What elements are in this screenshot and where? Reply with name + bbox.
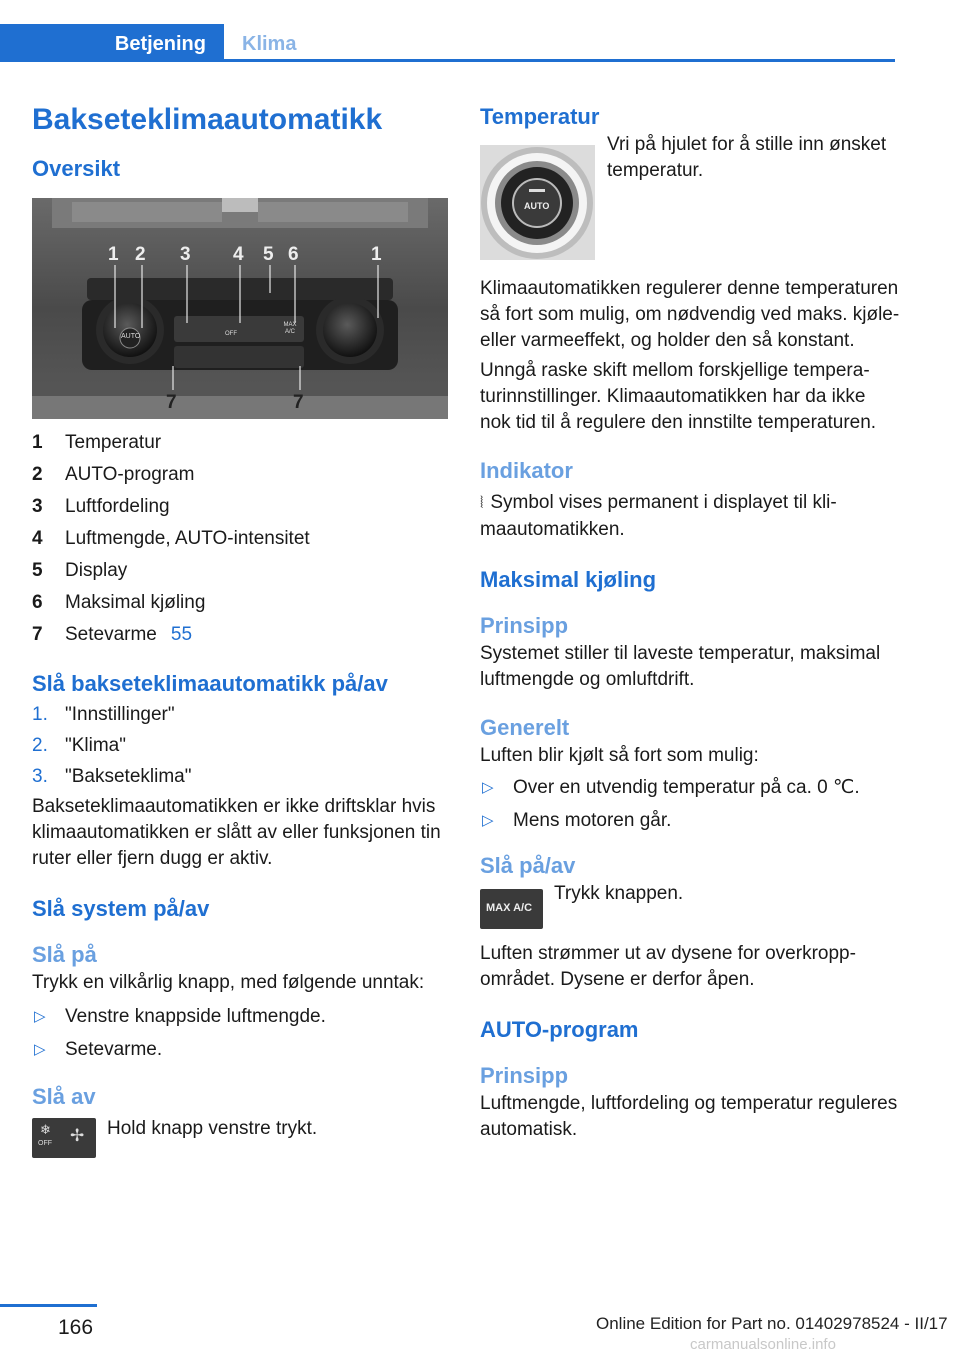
step-text: "Innstillinger" xyxy=(65,704,175,725)
legend-label: Luftmengde, AUTO-intensitet xyxy=(65,528,310,549)
on-bullets xyxy=(32,1000,448,1066)
page-reference-link[interactable]: 55 xyxy=(170,624,193,645)
onoff-heading: Slå på/av xyxy=(480,853,576,878)
off-heading: Slå av xyxy=(32,1084,96,1109)
triangle-bullet-icon: ▷ xyxy=(482,779,494,796)
legend-item xyxy=(32,619,448,651)
legend-label: Display xyxy=(65,560,128,581)
photo-auto-label: AUTO xyxy=(121,333,141,340)
temperature-knob-image xyxy=(480,145,595,260)
bullet-text: Mens motoren går. xyxy=(513,810,672,831)
page-title: Bakseteklimaautomatikk xyxy=(32,103,383,136)
general-text: Luften blir kjølt så fort som mulig: xyxy=(480,745,759,766)
callout-3: 3 xyxy=(180,244,191,265)
temperature-instruction xyxy=(480,132,900,256)
photo-off-label: OFF xyxy=(225,331,237,337)
triangle-bullet-icon: ▷ xyxy=(34,1008,46,1025)
bullet-item xyxy=(480,804,900,837)
toggle-note: Bakseteklimaautomatikken er ikke driftsklar hvis klimaautomatikken er slått av eller funksjonen tin ruter eller fjern dugg er aktiv. xyxy=(32,796,441,869)
temperature-heading: Temperatur xyxy=(480,104,600,129)
legend-label: Luftfordeling xyxy=(65,496,170,517)
bullet-item xyxy=(480,771,900,804)
legend-num: 3 xyxy=(32,496,43,517)
off-text: Hold knapp venstre trykt. xyxy=(107,1118,318,1139)
max-cooling-heading: Maksimal kjøling xyxy=(480,567,657,592)
principle-heading: Prinsipp xyxy=(480,613,569,638)
onoff-icon-text: Trykk knappen. xyxy=(554,883,684,904)
legend-item xyxy=(32,491,448,523)
bullet-item xyxy=(32,1000,448,1033)
general-heading: Generelt xyxy=(480,715,570,740)
toggle-heading: Slå bakseteklimaautomatikk på/av xyxy=(32,671,388,696)
indicator-text-body: Symbol vises permanent i displayet til klimaautomatikken. xyxy=(480,492,837,540)
page-number: 166 xyxy=(58,1316,94,1339)
edition-note: Online Edition for Part no. 01402978524 - II/17 xyxy=(596,1314,948,1333)
step-item xyxy=(32,699,448,730)
step-num: 1. xyxy=(32,704,48,725)
legend-item xyxy=(32,523,448,555)
off-label: OFF xyxy=(38,1140,52,1147)
temperature-icon-text: Vri på hjulet for å stille inn ønsket temperatur. xyxy=(607,134,887,181)
fan-icon: ✢ xyxy=(70,1126,85,1145)
left-column xyxy=(32,100,448,1168)
step-item xyxy=(32,761,448,792)
step-num: 3. xyxy=(32,766,48,787)
tab-klima[interactable]: Klima xyxy=(242,33,297,55)
triangle-bullet-icon: ▷ xyxy=(34,1041,46,1058)
legend-num: 2 xyxy=(32,464,43,485)
indicator-heading: Indikator xyxy=(480,458,573,483)
triangle-bullet-icon: ▷ xyxy=(482,812,494,829)
principle-text: Systemet stiller til laveste temperatur, maksimal luftmengde og omluftdrift. xyxy=(480,643,881,690)
legend-num: 7 xyxy=(32,624,43,645)
legend-label: Temperatur xyxy=(65,432,162,453)
callout-2: 2 xyxy=(135,244,146,265)
bullet-text: Venstre knappside luftmengde. xyxy=(65,1006,326,1027)
temperature-para-1: Klimaautomatikken regulerer denne temperaturen så fort som mulig, om nødvendig ved maks. kjøle- eller varmeeffekt, og holder den så konstant. xyxy=(480,278,900,351)
fan-off-button-image xyxy=(32,1118,96,1158)
onoff-para: Luften strømmer ut av dysene for overkroppområdet. Dysene er derfor åpen. xyxy=(480,943,856,990)
photo-maxac-label: MAX A/C xyxy=(283,322,297,335)
callout-7b: 7 xyxy=(293,392,304,413)
bullet-text: Setevarme. xyxy=(65,1039,163,1060)
on-heading: Slå på xyxy=(32,942,97,967)
right-column xyxy=(480,100,900,1143)
chapter-header xyxy=(0,24,895,62)
callout-5: 5 xyxy=(263,244,274,265)
legend-num: 5 xyxy=(32,560,43,581)
step-num: 2. xyxy=(32,735,48,756)
legend-label: AUTO-program xyxy=(65,464,195,485)
onoff-instruction xyxy=(480,883,900,935)
legend-item xyxy=(32,555,448,587)
heat-wave-icon: ⦚ xyxy=(480,495,483,512)
off-instruction xyxy=(32,1118,448,1168)
max-ac-button-image xyxy=(480,889,543,929)
temperature-para-2: Unngå raske skift mellom forskjellige temperaturinnstillinger. Klimaautomatikken har da ikke nok tid til å regulere den innstilte temperaturen. xyxy=(480,360,877,433)
step-item xyxy=(32,730,448,761)
callout-1b: 1 xyxy=(371,244,382,265)
bullet-item xyxy=(32,1033,448,1066)
legend-num: 6 xyxy=(32,592,43,613)
system-heading: Slå system på/av xyxy=(32,896,210,921)
knob-auto-label: AUTO xyxy=(524,201,550,211)
callout-4: 4 xyxy=(233,244,244,265)
legend-num: 1 xyxy=(32,432,43,453)
steps-list xyxy=(32,699,448,792)
indicator-text xyxy=(480,490,900,543)
step-text: "Bakseteklima" xyxy=(65,766,192,787)
control-panel-illustration xyxy=(32,198,448,419)
tab-betjening-label: Betjening xyxy=(114,33,206,55)
callout-1: 1 xyxy=(108,244,119,265)
control-panel-photo xyxy=(32,198,448,419)
general-bullets xyxy=(480,771,900,837)
auto-principle-heading: Prinsipp xyxy=(480,1063,569,1088)
legend-label: Setevarme xyxy=(65,624,157,645)
callout-6: 6 xyxy=(288,244,299,265)
legend-list xyxy=(32,427,448,651)
legend-item xyxy=(32,587,448,619)
footer-rule xyxy=(0,1304,97,1307)
watermark: carmanualsonline.info xyxy=(690,1336,836,1353)
bullet-text: Over en utvendig temperatur på ca. 0 ℃. xyxy=(513,777,860,798)
tab-betjening[interactable] xyxy=(0,24,224,62)
max-ac-label: MAX A/C xyxy=(486,902,533,914)
legend-num: 4 xyxy=(32,528,43,549)
step-text: "Klima" xyxy=(65,735,126,756)
legend-label: Maksimal kjøling xyxy=(65,592,206,613)
snowflake-icon: ❄ xyxy=(40,1122,51,1137)
legend-item xyxy=(32,459,448,491)
overview-heading: Oversikt xyxy=(32,156,121,181)
callout-7a: 7 xyxy=(166,392,177,413)
auto-principle-text: Luftmengde, luftfordeling og temperatur reguleres automatisk. xyxy=(480,1093,898,1140)
legend-item xyxy=(32,427,448,459)
on-text: Trykk en vilkårlig knapp, med følgende unntak: xyxy=(32,972,425,993)
auto-program-heading: AUTO-program xyxy=(480,1017,639,1042)
